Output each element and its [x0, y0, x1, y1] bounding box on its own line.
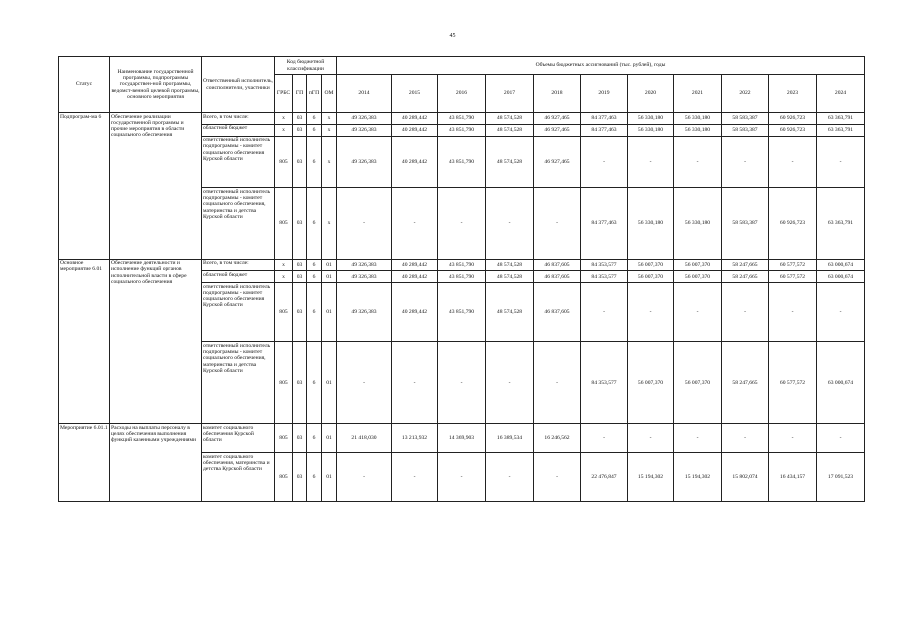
amount-cell: 48 574,528 — [486, 271, 534, 283]
amount-cell: 49 326,383 — [337, 283, 392, 342]
pgp-cell: 6 — [307, 113, 322, 125]
amount-cell: 58 247,665 — [722, 342, 769, 424]
pgp-cell: 6 — [307, 424, 322, 453]
amount-cell: 60 577,572 — [769, 271, 817, 283]
amount-cell: 60 577,572 — [769, 259, 817, 271]
amount-cell: 63 363,791 — [817, 124, 865, 136]
amount-cell: 49 326,383 — [337, 136, 392, 188]
grbs-cell: 805 — [275, 453, 293, 502]
amount-cell: - — [628, 424, 674, 453]
amount-cell: 16 434,157 — [769, 453, 817, 502]
grbs-cell: х — [275, 113, 293, 125]
header-grbs: ГРБС — [275, 75, 293, 113]
amount-cell: 84 377,463 — [581, 113, 628, 125]
amount-cell: 15 194,302 — [674, 453, 722, 502]
amount-cell: 22 476,847 — [581, 453, 628, 502]
table-row — [59, 424, 865, 453]
header-year: 2021 — [674, 75, 722, 113]
header-amounts-group: Объемы бюджетных ассигнований (тыс. рублей), годы — [337, 57, 865, 75]
page-number: 45 — [449, 33, 456, 39]
header-code-group: Код бюджетной классификации — [275, 57, 337, 75]
om-cell: 01 — [322, 271, 337, 283]
amount-cell: 60 577,572 — [769, 342, 817, 424]
budget-allocation-table — [58, 56, 865, 502]
grbs-cell: 805 — [275, 424, 293, 453]
amount-cell: - — [817, 136, 865, 188]
gp-cell: 03 — [293, 259, 307, 271]
header-name: Наименование государственной программы, подпрограммы государствен-ной программы, ведомст-венной целевой программы, основного мероприятия — [110, 57, 202, 113]
grbs-cell: 805 — [275, 188, 293, 259]
amount-cell: 49 326,383 — [337, 271, 392, 283]
grbs-cell: 805 — [275, 283, 293, 342]
pgp-cell: 6 — [307, 124, 322, 136]
amount-cell: 56 007,370 — [628, 342, 674, 424]
amount-cell: 49 326,383 — [337, 113, 392, 125]
gp-cell: 03 — [293, 342, 307, 424]
amount-cell: 17 091,523 — [817, 453, 865, 502]
amount-cell: 48 574,528 — [486, 113, 534, 125]
amount-cell: 48 574,528 — [486, 124, 534, 136]
amount-cell: 49 326,383 — [337, 259, 392, 271]
gp-cell: 03 — [293, 453, 307, 502]
header-pgp: пГП — [307, 75, 322, 113]
name-cell: Обеспечение реализации государственной программы и прочие мероприятия в области социального обеспечения — [110, 113, 202, 260]
amount-cell: 84 377,463 — [581, 124, 628, 136]
amount-cell: 48 574,528 — [486, 259, 534, 271]
amount-cell: - — [392, 342, 438, 424]
amount-cell: - — [722, 424, 769, 453]
amount-cell: 15 194,302 — [628, 453, 674, 502]
amount-cell: 63 000,674 — [817, 259, 865, 271]
amount-cell: 60 926,723 — [769, 113, 817, 125]
status-cell: Подпрограм-ма 6 — [59, 113, 110, 260]
header-year: 2014 — [337, 75, 392, 113]
grbs-cell: х — [275, 259, 293, 271]
amount-cell: 60 926,723 — [769, 188, 817, 259]
header-year: 2015 — [392, 75, 438, 113]
amount-cell: 56 330,180 — [674, 124, 722, 136]
amount-cell: 40 289,442 — [392, 136, 438, 188]
amount-cell: 60 926,723 — [769, 124, 817, 136]
amount-cell: - — [722, 283, 769, 342]
amount-cell: 63 363,791 — [817, 188, 865, 259]
amount-cell: - — [486, 453, 534, 502]
amount-cell: 48 574,528 — [486, 136, 534, 188]
header-year: 2023 — [769, 75, 817, 113]
amount-cell: 43 851,790 — [438, 259, 486, 271]
amount-cell: 40 289,442 — [392, 124, 438, 136]
amount-cell: 46 927,465 — [534, 124, 581, 136]
executor-cell: ответственный исполнитель подпрограммы - комитет социального обеспечения Курской области — [202, 136, 275, 188]
amount-cell: 48 574,528 — [486, 283, 534, 342]
amount-cell: 58 583,387 — [722, 113, 769, 125]
amount-cell: 56 330,180 — [674, 113, 722, 125]
amount-cell: - — [817, 424, 865, 453]
amount-cell: 84 353,577 — [581, 342, 628, 424]
amount-cell: 63 363,791 — [817, 113, 865, 125]
amount-cell: 58 247,665 — [722, 259, 769, 271]
gp-cell: 03 — [293, 136, 307, 188]
amount-cell: - — [534, 188, 581, 259]
amount-cell: - — [581, 424, 628, 453]
amount-cell: 56 330,180 — [674, 188, 722, 259]
om-cell: х — [322, 188, 337, 259]
amount-cell: - — [674, 424, 722, 453]
executor-cell: ответственный исполнитель подпрограммы - комитет социального обеспечения Курской области — [202, 283, 275, 342]
amount-cell: - — [769, 283, 817, 342]
amount-cell: 46 927,465 — [534, 136, 581, 188]
executor-cell: ответственный исполнитель подпрограммы - комитет социального обеспечения, материнства и детства Курской области — [202, 342, 275, 424]
status-cell: Мероприятие 6.01.1 — [59, 424, 110, 502]
pgp-cell: 6 — [307, 271, 322, 283]
amount-cell: 63 000,674 — [817, 342, 865, 424]
header-year: 2018 — [534, 75, 581, 113]
amount-cell: 40 289,442 — [392, 259, 438, 271]
amount-cell: 56 007,370 — [674, 259, 722, 271]
om-cell: 01 — [322, 283, 337, 342]
om-cell: х — [322, 124, 337, 136]
amount-cell: 43 851,790 — [438, 271, 486, 283]
amount-cell: 56 007,370 — [628, 259, 674, 271]
header-gp: ГП — [293, 75, 307, 113]
amount-cell: - — [817, 283, 865, 342]
pgp-cell: 6 — [307, 453, 322, 502]
amount-cell: 84 377,463 — [581, 188, 628, 259]
amount-cell: 43 851,790 — [438, 124, 486, 136]
amount-cell: - — [581, 283, 628, 342]
amount-cell: - — [674, 136, 722, 188]
gp-cell: 03 — [293, 283, 307, 342]
amount-cell: - — [722, 136, 769, 188]
amount-cell: 56 330,180 — [628, 124, 674, 136]
amount-cell: 58 583,387 — [722, 124, 769, 136]
pgp-cell: 6 — [307, 259, 322, 271]
om-cell: 01 — [322, 424, 337, 453]
amount-cell: 84 353,577 — [581, 259, 628, 271]
amount-cell: - — [337, 342, 392, 424]
amount-cell: - — [534, 342, 581, 424]
amount-cell: 43 851,790 — [438, 136, 486, 188]
amount-cell: 13 213,932 — [392, 424, 438, 453]
table-row — [59, 259, 865, 271]
om-cell: х — [322, 113, 337, 125]
executor-cell: комитет социального обеспечения Курской области — [202, 424, 275, 453]
amount-cell: 43 851,790 — [438, 113, 486, 125]
amount-cell: 40 289,442 — [392, 113, 438, 125]
executor-cell: Всего, в том числе: — [202, 259, 275, 271]
amount-cell: - — [438, 342, 486, 424]
pgp-cell: 6 — [307, 136, 322, 188]
pgp-cell: 6 — [307, 188, 322, 259]
amount-cell: - — [534, 453, 581, 502]
om-cell: 01 — [322, 259, 337, 271]
amount-cell: - — [628, 283, 674, 342]
amount-cell: 46 927,465 — [534, 113, 581, 125]
amount-cell: - — [438, 188, 486, 259]
amount-cell: - — [392, 188, 438, 259]
amount-cell: 49 326,383 — [337, 124, 392, 136]
header-year: 2022 — [722, 75, 769, 113]
grbs-cell: 805 — [275, 342, 293, 424]
executor-cell: областной бюджет — [202, 124, 275, 136]
table-row — [59, 113, 865, 125]
om-cell: 01 — [322, 453, 337, 502]
header-year: 2016 — [438, 75, 486, 113]
header-executor: Ответственный исполнитель, соисполнители, участники — [202, 57, 275, 113]
amount-cell: 58 247,665 — [722, 271, 769, 283]
amount-cell: 84 353,577 — [581, 271, 628, 283]
name-cell: Расходы на выплаты персоналу в целях обеспечения выполнения функций казенными учреждениями — [110, 424, 202, 502]
amount-cell: - — [486, 188, 534, 259]
grbs-cell: х — [275, 271, 293, 283]
header-om: ОМ — [322, 75, 337, 113]
amount-cell: - — [769, 136, 817, 188]
amount-cell: 21 418,030 — [337, 424, 392, 453]
amount-cell: - — [486, 342, 534, 424]
amount-cell: 56 007,370 — [674, 271, 722, 283]
header-year: 2019 — [581, 75, 628, 113]
header-year: 2020 — [628, 75, 674, 113]
gp-cell: 03 — [293, 271, 307, 283]
amount-cell: - — [438, 453, 486, 502]
amount-cell: 63 000,674 — [817, 271, 865, 283]
executor-cell: Всего, в том числе: — [202, 113, 275, 125]
grbs-cell: х — [275, 124, 293, 136]
amount-cell: 56 007,370 — [628, 271, 674, 283]
amount-cell: 43 851,790 — [438, 283, 486, 342]
amount-cell: 16 246,562 — [534, 424, 581, 453]
gp-cell: 03 — [293, 113, 307, 125]
amount-cell: 46 837,605 — [534, 259, 581, 271]
amount-cell: - — [769, 424, 817, 453]
executor-cell: комитет социального обеспечения, материнства и детства Курской области — [202, 453, 275, 502]
amount-cell: 40 289,442 — [392, 283, 438, 342]
header-year: 2024 — [817, 75, 865, 113]
grbs-cell: 805 — [275, 136, 293, 188]
amount-cell: 58 583,387 — [722, 188, 769, 259]
amount-cell: 40 289,442 — [392, 271, 438, 283]
amount-cell: - — [674, 283, 722, 342]
gp-cell: 03 — [293, 124, 307, 136]
gp-cell: 03 — [293, 424, 307, 453]
amount-cell: - — [628, 136, 674, 188]
amount-cell: 46 837,605 — [534, 271, 581, 283]
status-cell: Основное мероприятие 6.01 — [59, 259, 110, 424]
amount-cell: 56 007,370 — [674, 342, 722, 424]
om-cell: 01 — [322, 342, 337, 424]
header-status: Статус — [59, 57, 110, 113]
executor-cell: областной бюджет — [202, 271, 275, 283]
executor-cell: ответственный исполнитель подпрограммы - комитет социального обеспечения, материнства и детства Курской области — [202, 188, 275, 259]
gp-cell: 03 — [293, 188, 307, 259]
amount-cell: - — [337, 188, 392, 259]
amount-cell: 15 802,074 — [722, 453, 769, 502]
pgp-cell: 6 — [307, 283, 322, 342]
amount-cell: 46 837,605 — [534, 283, 581, 342]
header-year: 2017 — [486, 75, 534, 113]
amount-cell: 14 369,903 — [438, 424, 486, 453]
amount-cell: 56 330,180 — [628, 113, 674, 125]
pgp-cell: 6 — [307, 342, 322, 424]
amount-cell: - — [392, 453, 438, 502]
amount-cell: 56 330,180 — [628, 188, 674, 259]
amount-cell: - — [581, 136, 628, 188]
name-cell: Обеспечение деятельности и исполнение функций органов исполнительной власти в сфере социального обеспечения — [110, 259, 202, 424]
amount-cell: - — [337, 453, 392, 502]
amount-cell: 16 389,534 — [486, 424, 534, 453]
om-cell: х — [322, 136, 337, 188]
